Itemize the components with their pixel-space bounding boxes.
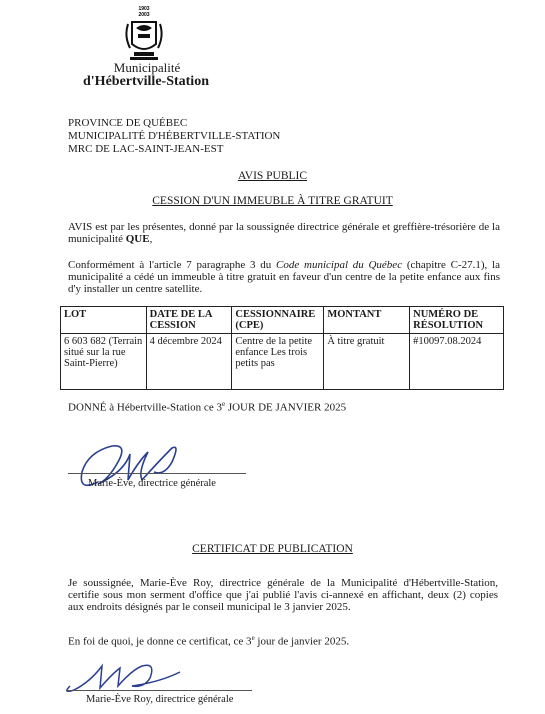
- municipality-name-line2: d'Hébertville-Station: [83, 74, 209, 89]
- municipality-abbrev: QUE: [125, 233, 150, 245]
- municipal-logo: [120, 4, 168, 66]
- cell-date: 4 décembre 2024: [146, 334, 232, 390]
- municipality-line: MUNICIPALITÉ D'HÉBERTVILLE-STATION: [68, 130, 281, 142]
- header-lot: LOT: [61, 307, 147, 334]
- given-date: DONNÉ à Hébertville-Station ce 3e JOUR DE JANVIER 2025: [68, 400, 347, 414]
- municipality-name-line1: Municipalité: [113, 60, 181, 75]
- signature-label-2: Marie-Ève Roy, directrice générale: [86, 694, 234, 705]
- address-block: [68, 117, 280, 156]
- signature-line-1: [68, 473, 246, 474]
- svg-text:1903: 1903: [138, 6, 150, 12]
- notice-title: AVIS PUBLIC: [237, 170, 308, 182]
- notice-body: Conformément à l'article 7 paragraphe 3 du Code municipal du Québec (chapitre C-27.1), la municipalité a cédé un immeuble à titre gratuit en faveur d'un centre de la petite enfance aux fins d'y installer un centre satellite.: [68, 259, 500, 295]
- cession-table: [60, 306, 504, 390]
- certificate-title: CERTIFICAT DE PUBLICATION: [192, 543, 353, 555]
- header-resolution: NUMÉRO DE RÉSOLUTION: [410, 307, 504, 334]
- notice-intro: AVIS est par les présentes, donné par la soussignée directrice générale et greffière-trésorière de la municipalité QUE,: [68, 221, 500, 245]
- table-row: [61, 334, 504, 390]
- signature-line-2: [66, 690, 252, 691]
- header-cessionnaire: CESSIONNAIRE (CPE): [232, 307, 324, 334]
- cell-cessionnaire: Centre de la petite enfance Les trois petits pas: [232, 334, 324, 390]
- svg-text:2003: 2003: [138, 12, 150, 18]
- table-header-row: [61, 307, 504, 334]
- header-date: DATE DE LA CESSION: [146, 307, 232, 334]
- cell-lot: 6 603 682 (Terrain situé sur la rue Saint-Pierre): [61, 334, 147, 390]
- code-reference: Code municipal du Québec: [276, 259, 403, 271]
- cell-montant: À titre gratuit: [324, 334, 410, 390]
- mrc-line: MRC DE LAC-SAINT-JEAN-EST: [68, 143, 224, 155]
- notice-subtitle: CESSION D'UN IMMEUBLE À TITRE GRATUIT: [152, 195, 393, 207]
- signature-label-1: Marie-Ève, directrice générale: [88, 478, 216, 489]
- certificate-faith: En foi de quoi, je donne ce certificat, ce 3e jour de janvier 2025.: [68, 634, 350, 648]
- certificate-body: Je soussignée, Marie-Ève Roy, directrice générale de la Municipalité d'Hébertville-Station, certifie sous mon serment d'office que j'ai publié l'avis ci-annexé en affichant, deux (2) copies aux endroits désignés par le conseil municipal le 3 janvier 2025.: [68, 577, 498, 613]
- header-montant: MONTANT: [324, 307, 410, 334]
- province-line: PROVINCE DE QUÉBEC: [68, 117, 188, 129]
- cell-resolution: #10097.08.2024: [410, 334, 504, 390]
